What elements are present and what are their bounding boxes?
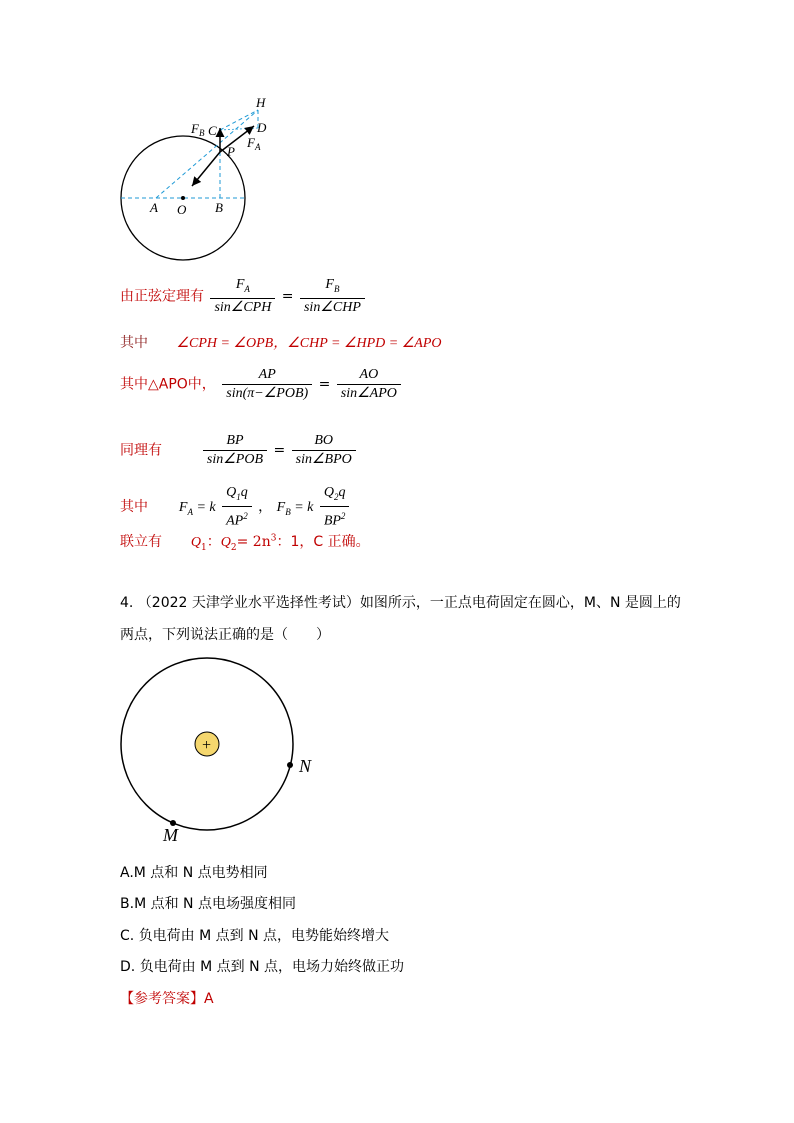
fraction-coulomb-B: $\frac{Q_2q}{BP^2}$: [320, 484, 350, 530]
fraction-AP: $\frac{AP}{\text{sin(π−∠POB)}}$: [222, 366, 312, 403]
label-M: M: [163, 825, 178, 845]
fraction-BP: $\frac{BP}{\text{sin∠POB}}$: [203, 432, 267, 469]
equation-angles: [120, 332, 442, 352]
label-D: D: [257, 120, 267, 135]
charge-circle-diagram: [115, 655, 325, 845]
fraction-coulomb-A: $\frac{Q_1q}{AP^2}$: [222, 484, 252, 530]
eq1-prefix: 由正弦定理有: [120, 288, 204, 305]
label-B: B: [215, 200, 223, 215]
label-H: H: [256, 95, 266, 110]
label-N: N: [299, 756, 312, 776]
answer-value: A: [204, 991, 214, 1007]
line-C-D: [220, 128, 258, 130]
geometry-diagram: [110, 90, 290, 265]
arrow-PO: [192, 152, 220, 186]
question-line-1: 4. （2022 天津学业水平选择性考试）如图所示，一正点电荷固定在圆心，M、N 是圆上的: [120, 595, 681, 611]
option-C: C. 负电荷由 M 点到 N 点，电势能始终增大: [120, 928, 390, 944]
label-O: O: [177, 202, 187, 217]
center-dot: [181, 196, 185, 200]
label-FB: $F_B$: [191, 121, 205, 138]
eq3-prefix: 其中△APO中，: [120, 376, 216, 393]
fraction-BO: $\frac{BO}{\text{sin∠BPO}}$: [292, 432, 356, 469]
option-B: B.M 点和 N 点电场强度相同: [120, 896, 296, 912]
point-N: [287, 762, 293, 768]
equation-sine-law: 由正弦定理有 $\frac{F_A}{\text{sin∠CPH}}$ = $\frac{F_B}{\text{sin∠CHP}}$: [120, 276, 367, 317]
label-A: A: [150, 200, 158, 215]
question-line-2: 两点，下列说法正确的是（ ）: [120, 627, 330, 643]
fraction-FB: $\frac{F_B}{\text{sin∠CHP}}$: [300, 276, 365, 317]
fraction-AO: $\frac{AO}{\text{sin∠APO}}$: [337, 366, 401, 403]
line-A-H: [156, 110, 258, 198]
equation-result: 联立有 $Q_1$：$Q_2= 2n^3$：1，C 正确。: [120, 533, 370, 553]
eq6-prefix: 联立有: [120, 534, 162, 550]
label-P: P: [227, 144, 235, 159]
equation-apo: 其中△APO中， $\frac{AP}{\text{sin(π−∠POB)}}$ = $\frac{AO}{\text{sin∠APO}}$: [120, 366, 403, 403]
equation-coulomb: 其中 $F_A = k$ $\frac{Q_1q}{AP^2}$ ， $F_B = k$ $\frac{Q_2q}{BP^2}$: [120, 484, 351, 530]
fraction-FA: $\frac{F_A}{\text{sin∠CPH}}$: [210, 276, 275, 317]
eq4-prefix: 同理有: [120, 442, 162, 459]
label-C: C: [208, 123, 217, 138]
eq2-content: ∠CPH = ∠OPB，∠CHP = ∠HPD = ∠APO: [176, 336, 442, 351]
label-FA: $F_A$: [247, 135, 261, 152]
eq5-prefix: 其中: [120, 499, 148, 516]
equation-bpo: 同理有 $\frac{BP}{\text{sin∠POB}}$ = $\frac{BO}{\text{sin∠BPO}}$: [120, 432, 358, 469]
reference-answer: [120, 988, 214, 1008]
option-A: A.M 点和 N 点电势相同: [120, 865, 268, 881]
eq2-prefix: 其中: [120, 335, 148, 351]
option-D: D. 负电荷由 M 点到 N 点，电场力始终做正功: [120, 959, 405, 975]
charge-sign: +: [201, 737, 212, 754]
answer-label: 【参考答案】: [120, 991, 204, 1007]
